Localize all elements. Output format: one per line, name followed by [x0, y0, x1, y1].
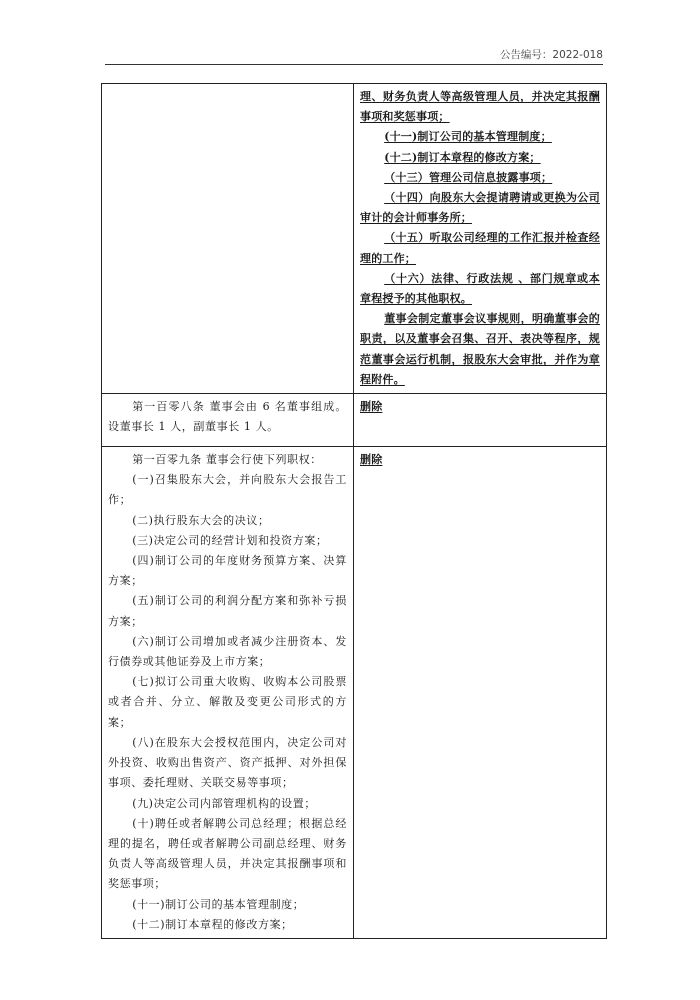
- clause-paragraph: (四)制订公司的年度财务预算方案、决算方案；: [108, 554, 347, 588]
- deleted-label: 删除: [360, 453, 383, 467]
- clause-paragraph: (九)决定公司内部管理机构的设置；: [132, 796, 316, 810]
- clause-text: （十六）法律、行政法规 、部门规章或本章程授予的其他职权。: [360, 271, 600, 306]
- clause-paragraph: (一)召集股东大会，并向股东大会报告工作；: [108, 473, 347, 507]
- clause-paragraph: (十一)制订公司的基本管理制度；: [132, 897, 305, 911]
- clause-paragraph: (十)聘任或者解聘公司总经理；根据总经理的提名，聘任或者解聘公司副总经理、财务负责人等高级管理人员，并决定其报酬事项和奖惩事项；: [108, 816, 347, 891]
- clause-text: （十三）管理公司信息披露事项；: [384, 170, 553, 184]
- clause-paragraph: [360, 228, 600, 268]
- clause-paragraph: [360, 87, 600, 127]
- original-text-cell: [102, 84, 354, 394]
- comparison-table: [101, 83, 607, 939]
- revised-text-cell: [354, 84, 607, 394]
- clause-text: 理、财务负责人等高级管理人员，并决定其报酬事项和奖惩事项；: [360, 90, 600, 124]
- revised-text-cell: [354, 394, 607, 447]
- deleted-label: 删除: [360, 400, 383, 414]
- header-rule: [105, 64, 603, 65]
- clause-paragraph: [360, 188, 600, 228]
- table-row: [102, 447, 607, 939]
- clause-text: (十一)制订公司的基本管理制度；: [384, 130, 552, 144]
- clause-text: （十四）向股东大会提请聘请或更换为公司审计的会计师事务所；: [360, 191, 600, 225]
- clause-paragraph: (七)拟订公司重大收购、收购本公司股票或者合并、分立、解散及变更公司形式的方案；: [108, 675, 347, 729]
- clause-text: (十二)制订本章程的修改方案；: [384, 150, 541, 164]
- clause-paragraph: 第一百零八条 董事会由 6 名董事组成。设董事长 1 人，副董事长 1 人。: [108, 400, 347, 434]
- clause-paragraph: 第一百零九条 董事会行使下列职权：: [132, 453, 322, 467]
- clause-paragraph: [360, 269, 600, 309]
- clause-paragraph: [360, 127, 600, 147]
- clause-text: 董事会制定董事会议事规则，明确董事会的职责，以及董事会召集、召开、表决等程序，规范董事会运行机制，报股东大会审批，并作为章程附件。: [360, 312, 600, 386]
- clause-paragraph: (八)在股东大会授权范围内，决定公司对外投资、收购出售资产、资产抵押、对外担保事项、委托理财、关联交易等事项；: [108, 735, 347, 790]
- clause-text: （十五）听取公司经理的工作汇报并检查经理的工作；: [360, 231, 600, 265]
- notice-number: 公告编号：2022-018: [499, 49, 603, 61]
- clause-paragraph: [360, 148, 600, 168]
- clause-paragraph: (六)制订公司增加或者减少注册资本、发行债券或其他证券及上市方案；: [108, 634, 347, 669]
- table-row: [102, 394, 607, 447]
- revised-text-cell: [354, 447, 607, 939]
- original-text-cell: [102, 447, 354, 939]
- clause-paragraph: [360, 309, 600, 390]
- original-text-cell: [102, 394, 354, 447]
- clause-paragraph: (三)决定公司的经营计划和投资方案；: [132, 533, 328, 547]
- clause-paragraph: (二)执行股东大会的决议；: [132, 513, 270, 527]
- table-row: [102, 84, 607, 394]
- clause-paragraph: [360, 168, 600, 188]
- clause-paragraph: (十二)制订本章程的修改方案；: [132, 917, 293, 931]
- clause-paragraph: (五)制订公司的利润分配方案和弥补亏损方案；: [108, 594, 347, 628]
